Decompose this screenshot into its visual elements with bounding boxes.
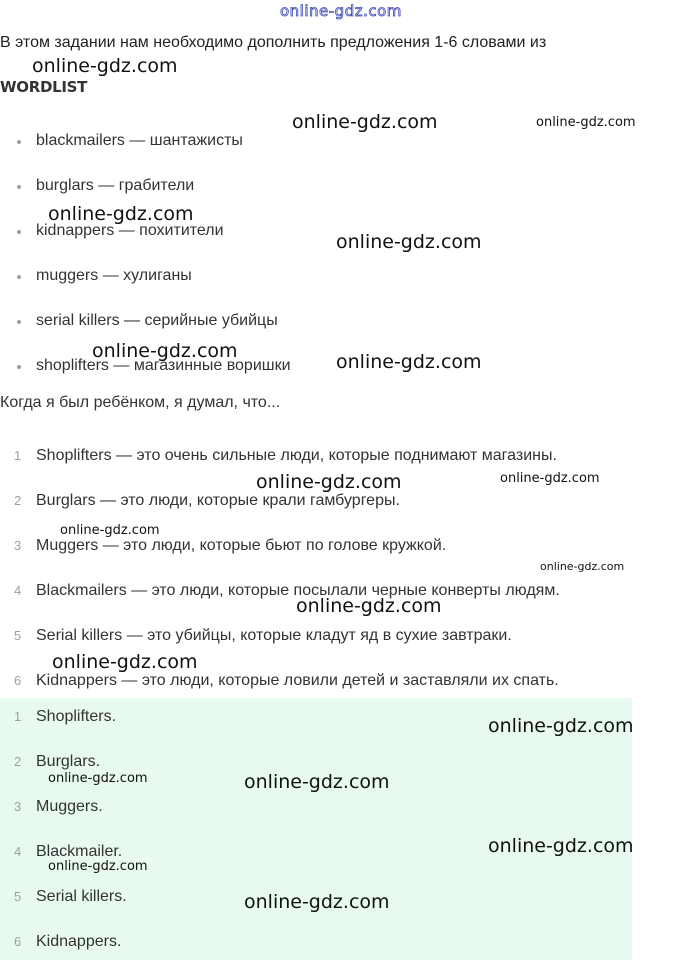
watermark: online-gdz.com <box>52 651 198 673</box>
bullet-icon <box>17 230 21 234</box>
top-watermark: online-gdz.com <box>280 2 402 20</box>
watermark: online-gdz.com <box>92 340 238 362</box>
watermark: online-gdz.com <box>32 55 178 77</box>
bullet-icon <box>17 185 21 189</box>
watermark: online-gdz.com <box>500 471 600 486</box>
bullet-icon <box>17 275 21 279</box>
bullet-icon <box>17 140 21 144</box>
watermark: online-gdz.com <box>48 771 148 786</box>
subheading: Когда я был ребёнком, я думал, что... <box>0 394 281 411</box>
watermark: online-gdz.com <box>244 771 390 793</box>
intro-text: В этом задании нам необходимо дополнить предложения 1-6 словами из <box>0 34 547 51</box>
bullet-icon <box>17 365 21 369</box>
watermark: online-gdz.com <box>488 715 634 737</box>
watermark: online-gdz.com <box>336 351 482 373</box>
watermark: online-gdz.com <box>336 231 482 253</box>
watermark: online-gdz.com <box>244 891 390 913</box>
watermark: online-gdz.com <box>488 835 634 857</box>
watermark: online-gdz.com <box>48 859 148 874</box>
watermark: online-gdz.com <box>292 111 438 133</box>
bullet-icon <box>17 320 21 324</box>
watermark: online-gdz.com <box>256 471 402 493</box>
watermark: online-gdz.com <box>296 595 442 617</box>
watermark: online-gdz.com <box>540 560 625 573</box>
wordlist-title: WORDLIST <box>0 78 88 96</box>
watermark: online-gdz.com <box>60 523 160 538</box>
watermark: online-gdz.com <box>536 115 636 130</box>
watermark: online-gdz.com <box>48 203 194 225</box>
answers-panel: 1 Shoplifters. 2 Burglars. 3 Muggers. 4 Blackmailer. 5 Serial killers. 6 Kidnappers. <box>0 698 632 960</box>
